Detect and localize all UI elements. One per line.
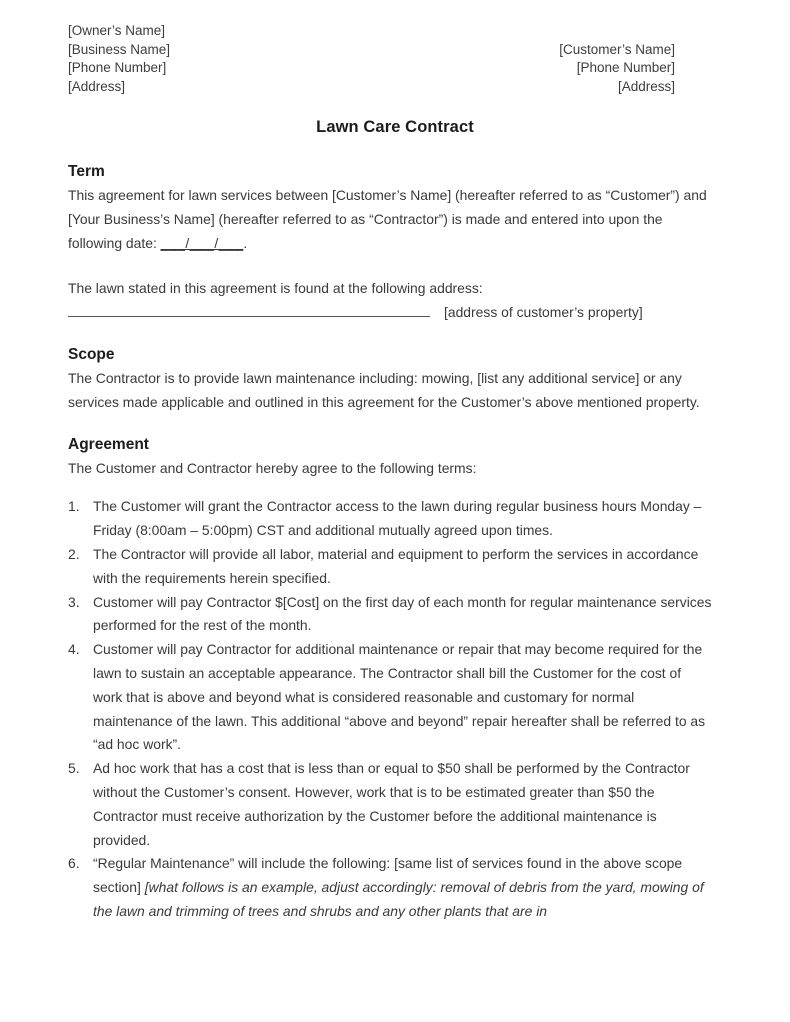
section-heading-term: Term — [68, 163, 105, 180]
agreement-term-number: 6. — [68, 855, 80, 872]
owner-phone-line: [Phone Number] — [68, 60, 167, 75]
date-blank: ___/___/___ — [160, 234, 244, 251]
customer-phone-line: [Phone Number] — [576, 60, 675, 75]
term-paragraph-2: The lawn stated in this agreement is found at the following address: — [68, 280, 483, 297]
agreement-term-item — [68, 591, 713, 639]
agreement-term-text: The Contractor will provide all labor, material and equipment to perform the services in accordance with the requirements herein specified. — [93, 545, 699, 586]
agreement-term-number: 4. — [68, 641, 80, 658]
owner-party-block — [68, 22, 170, 96]
agreement-intro: The Customer and Contractor hereby agree to the following terms: — [68, 459, 477, 476]
address-fill-row — [68, 301, 713, 325]
term-paragraph-1-text: This agreement for lawn services between [Customer’s Name] (hereafter referred to as “Customer”) and [Your Business’s Name] (hereafter referred to as “Contractor”) is made and entered into upon the following date: — [68, 187, 707, 251]
section-term — [68, 162, 713, 325]
agreement-term-item — [68, 638, 713, 757]
section-scope — [68, 345, 713, 415]
agreement-term-number: 5. — [68, 760, 80, 777]
date-period: . — [243, 234, 248, 251]
section-heading-agreement: Agreement — [68, 435, 149, 453]
customer-name-line: [Customer’s Name] — [559, 41, 675, 57]
agreement-term-text: The Customer will grant the Contractor access to the lawn during regular business hours Monday – Friday (8:00am – 5:00pm) CST and additional mutually agreed upon times. — [93, 498, 702, 539]
term-paragraph-1 — [68, 184, 713, 255]
agreement-term-text: Customer will pay Contractor for additional maintenance or repair that may become required for the lawn to sustain an acceptable appearance. The Contractor shall bill the Customer for the cost of work that is above and beyond what is considered reasonable and customary for normal maintenance of the lawn. This additional “above and beyond” repair hereafter shall be referred to as “ad hoc work”. — [93, 641, 706, 753]
customer-party-block — [559, 22, 675, 96]
page-title: Lawn Care Contract — [316, 118, 474, 136]
agreement-term-item — [68, 543, 713, 591]
scope-paragraph: The Contractor is to provide lawn maintenance including: mowing, [list any additional service] or any services made applicable and outlined in this agreement for the Customer’s above mentioned property. — [68, 369, 700, 410]
business-name-line: [Business Name] — [68, 41, 171, 57]
party-header — [68, 22, 675, 96]
agreement-term-item — [68, 757, 713, 852]
address-note-label: [address of customer’s property] — [444, 304, 643, 321]
owner-name-line: [Owner’s Name] — [68, 23, 166, 38]
owner-address-line: [Address] — [68, 78, 126, 94]
agreement-term-item — [68, 495, 713, 543]
agreement-term-number: 3. — [68, 593, 80, 610]
agreement-term-italic-note: [what follows is an example, adjust accordingly: removal of debris from the yard, mowing of the lawn and trimming of trees and shrubs and any other plants that are in — [93, 879, 704, 919]
agreement-term-text: “Regular Maintenance” will include the following: [same list of services found in the above scope section] — [93, 855, 683, 896]
address-blank-rule[interactable] — [68, 302, 430, 317]
agreement-terms-list — [68, 495, 713, 923]
section-heading-scope: Scope — [68, 345, 115, 363]
section-agreement — [68, 435, 713, 924]
document-body — [68, 162, 713, 924]
agreement-term-item — [68, 852, 713, 923]
agreement-term-number: 1. — [68, 498, 80, 515]
agreement-term-number: 2. — [68, 545, 80, 562]
customer-address-line: [Address] — [617, 78, 675, 94]
agreement-term-text: Customer will pay Contractor $[Cost] on the first day of each month for regular maintenance services performed for the rest of the month. — [93, 593, 712, 634]
agreement-term-text: Ad hoc work that has a cost that is less than or equal to $50 shall be performed by the Contractor without the Customer’s consent. However, work that is to be estimated greater than $50 the Contractor must receive authorization by the Customer before the additional maintenance is provided. — [93, 760, 690, 848]
